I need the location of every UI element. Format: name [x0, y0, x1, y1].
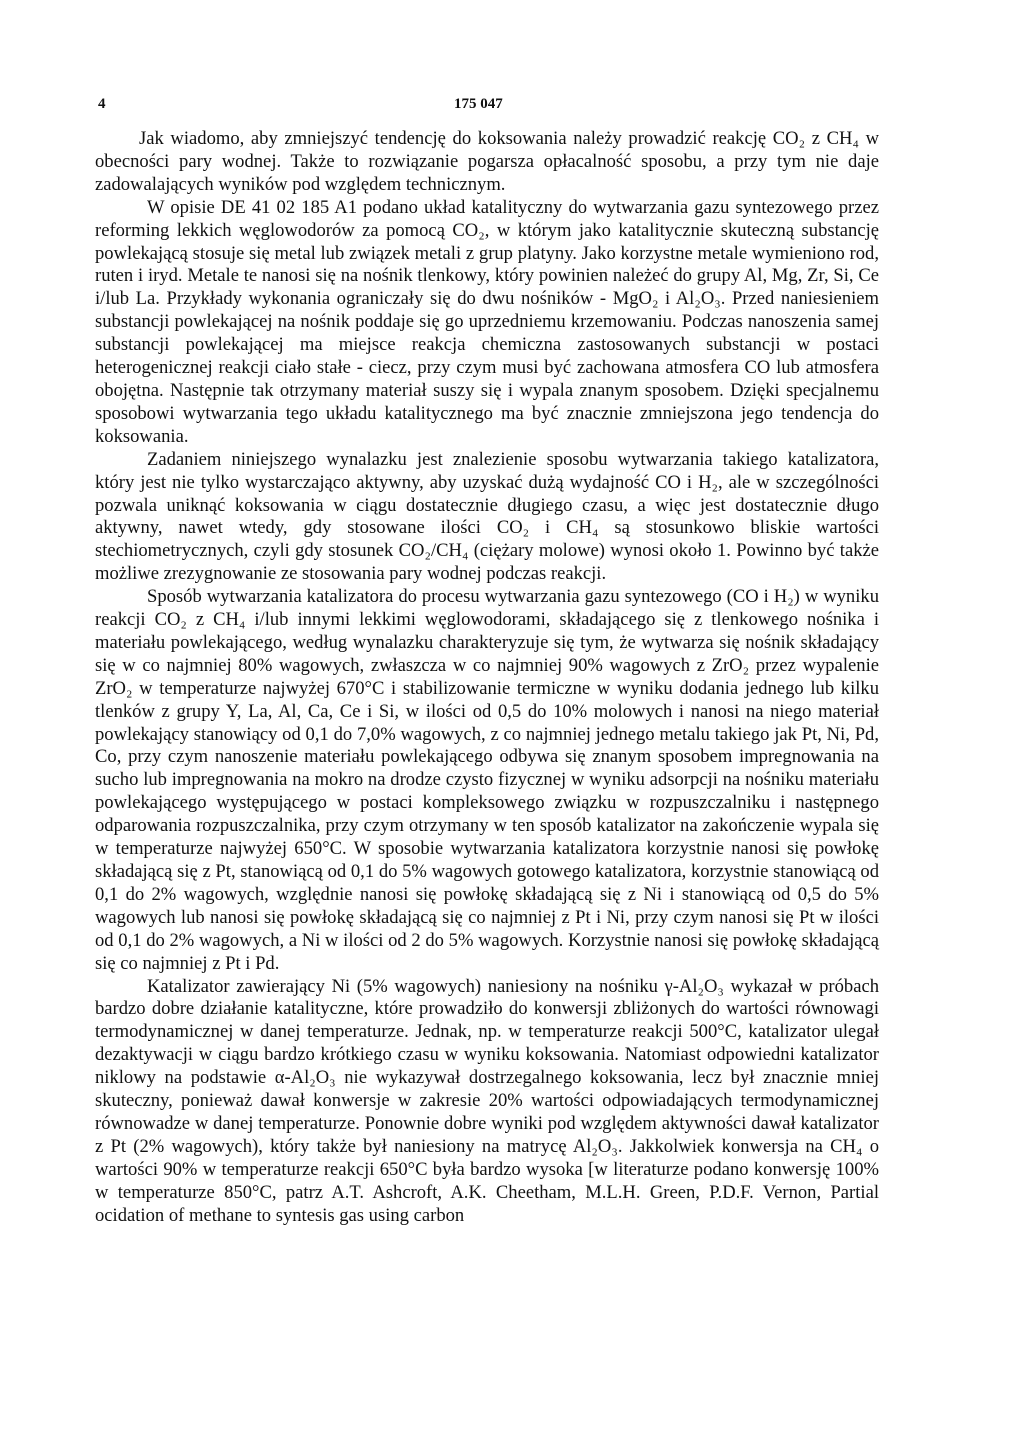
paragraph-test-results: Katalizator zawierający Ni (5% wagowych) naniesiony na nośniku γ-Al₂O₃ wykazał w próbach bardzo dobre działanie katalityczne, które prowadziło do konwersji zbliżonych do wartości równowagi termodynamicznej w danej temperaturze. Jednak, np. w temperaturze reakcji 500°C, katalizator ulegał dezaktywacji w ciągu bardzo krótkiego czasu w wyniku koksowania. Natomiast odpowiedni katalizator niklowy na podstawie α-Al₂O₃ nie wykazywał dostrzegalnego koksowania, lecz był znacznie mniej skuteczny, ponieważ dawał konwersje w zakresie 20% wartości odpowiadających termodynamicznej równowadze w danej temperaturze. Ponownie dobre wyniki pod względem aktywności dawał katalizator z Pt (2% wagowych), który także był naniesiony na matrycę Al₂O₃. Jakkolwiek konwersja na CH₄ o wartości 90% w temperaturze reakcji 650°C była bardzo wysoka [w literaturze podano konwersję 100% w temperaturze 850°C, patrz A.T. Ashcroft, A.K. Cheetham, M.L.H. Green, P.D.F. Vernon, Partial ocidation of methane to syntesis gas using carbon: [95, 975, 879, 1226]
page-header: [98, 96, 878, 120]
paragraph-prior-art-de4102185: W opisie DE 41 02 185 A1 podano układ katalityczny do wytwarzania gazu syntezowego przez reforming lekkich węglowodorów za pomocą CO₂, w którym jako katalitycznie skuteczną substancję powlekającą stosuje się metal lub związek metali z grup platyny. Jako korzystne metale wymieniono rod, ruten i iryd. Metale te nanosi się na nośnik tlenkowy, który powinien należeć do grupy Al, Mg, Zr, Si, Ce i/lub La. Przykłady wykonania ograniczały się do dwu nośników - MgO₂ i Al₂O₃. Przed naniesieniem substancji powlekającej na nośnik poddaje się go uprzedniemu krzemowaniu. Podczas nanoszenia samej substancji powlekającej ma miejsce reakcja chemiczna zastosowanych substancji w postaci heterogenicznej reakcji ciało stałe - ciecz, przy czym musi być zachowana atmosfera CO lub atmosfera obojętna. Następnie tak otrzymany materiał suszy się i wypala znanym sposobem. Dzięki specjalnemu sposobowi wytwarzania tego układu katalitycznego ma być znacznie zmniejszona jego tendencja do koksowania.: [95, 196, 879, 447]
document-body: [95, 128, 879, 1228]
paragraph-invention-objective: Zadaniem niniejszego wynalazku jest znalezienie sposobu wytwarzania takiego katalizatora, który jest nie tylko wystarczająco aktywny, aby uzyskać dużą wydajność CO i H₂, ale w szczególności pozwala uniknąć koksowania w ciągu dostatecznie długiego czasu, a więc jest dostatecznie długo aktywny, nawet wtedy, gdy stosowane ilości CO₂ i CH₄ są stosunkowo bliskie wartości stechiometrycznych, czyli gdy stosunek CO₂/CH₄ (ciężary molowe) wynosi około 1. Powinno być także możliwe zrezygnowanie ze stosowania pary wodnej podczas reakcji.: [95, 448, 879, 585]
page-number: 4: [98, 96, 106, 112]
paragraph-coking-steam: Jak wiadomo, aby zmniejszyć tendencję do koksowania należy prowadzić reakcję CO₂ z CH₄ w obecności pary wodnej. Także to rozwiązanie pogarsza opłacalność sposobu, a przy tym nie daje zadowalających wyników pod względem technicznym.: [95, 128, 879, 195]
paragraph-method-description: Sposób wytwarzania katalizatora do procesu wytwarzania gazu syntezowego (CO i H₂) w wyniku reakcji CO₂ z CH₄ i/lub innymi lekkimi węglowodorami, składającego się z tlenkowego nośnika i materiału powlekającego, według wynalazku charakteryzuje się tym, że wytwarza się nośnik składający się w co najmniej 80% wagowych, zwłaszcza w co najmniej 90% wagowych z ZrO₂ przez wypalenie ZrO₂ w temperaturze najwyżej 670°C i stabilizowanie termiczne w wyniku dodania jednego lub kilku tlenków z grupy Y, La, Al, Ca, Ce i Si, w ilości od 0,5 do 10% molowych i nanosi na niego materiał powlekający stanowiący od 0,1 do 7,0% wagowych, z co najmniej jednego metalu takiego jak Pt, Ni, Pd, Co, przy czym nanoszenie materiału powlekającego odbywa się znanym sposobem impregnowania na sucho lub impregnowania na mokro na drodze czysto fizycznej w wyniku adsorpcji na nośniku materiału powlekającego występującego w postaci kompleksowego związku w rozpuszczalniku i następnego odparowania rozpuszczalnika, przy czym otrzymany w ten sposób katalizator na zakończenie wypala się w temperaturze najwyżej 650°C. W sposobie wytwarzania katalizatora korzystnie nanosi się powłokę składającą się z Pt, stanowiącą od 0,1 do 5% wagowych gotowego katalizatora, korzystnie stanowiącą od 0,1 do 2% wagowych, względnie nanosi się powłokę składającą się z Ni i stanowiącą od 0,5 do 5% wagowych lub nanosi się powłokę składającą się co najmniej z Pt i Ni, przy czym nanosi się Pt w ilości od 0,1 do 2% wagowych, a Ni w ilości od 2 do 5% wagowych. Korzystnie nanosi się powłokę składającą się co najmniej z Pt i Pd.: [95, 586, 879, 974]
patent-number: 175 047: [454, 96, 503, 112]
